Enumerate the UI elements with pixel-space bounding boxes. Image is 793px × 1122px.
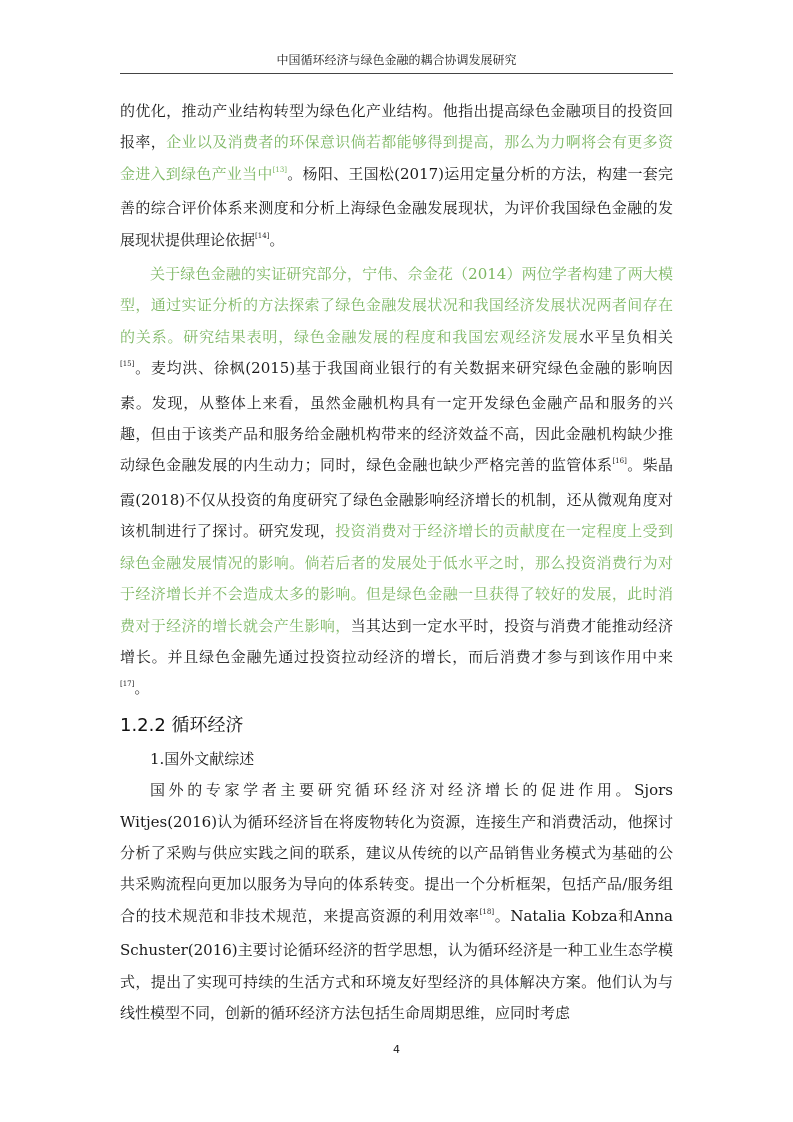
page-body (120, 96, 673, 1029)
p2-text-j: 。 (134, 679, 150, 698)
paragraph-2 (120, 259, 673, 708)
paragraph-1 (120, 96, 673, 259)
citation-18: [18] (479, 907, 495, 916)
p3-text-a: 国外的专家学者主要研究循环经济对经济增长的促进作用。Sjors Witjes(2016)认为循环经济旨在将废物转化为资源，连接生产和消费活动，他探讨分析了采购与供应实践之间的联系，建议从传统的以产品销售业务模式为基础的公共采购流程向更加以服务为导向的体系转变。提出一个分析框架，包括产品/服务组合的技术规范和非技术规范，来提高资源的利用效率 (120, 781, 673, 925)
page-number: 4 (393, 1043, 400, 1056)
citation-17: [17] (120, 680, 135, 689)
header-rule (120, 73, 673, 74)
running-header: 中国循环经济与绿色金融的耦合协调发展研究 (276, 53, 517, 67)
p1-text-a: 的优化，推动产业结构转型为绿色化产业结构。他指出提高绿色金融项目的投资回报率， (120, 102, 673, 152)
p2-text-h: 当其达到一定水平时，投资与消费才能推动经济增长。并且绿色金融先通过投资拉动经济的增长，而后消费才参与到该作用中来 (120, 616, 673, 666)
citation-14: [14] (255, 231, 270, 240)
p1-highlight: 企业以及消费者的环保意识倘若都能够得到提高，那么为力啊将会有更多资金进入到绿色产业当中 (120, 133, 673, 183)
p2-highlight-2: 投资消费对于经济增长的贡献度在一定程度上受到绿色金融发展情况的影响。倘若后者的发展处于低水平之时，那么投资消费行为对于经济增长并不会造成太多的影响。但是绿色金融一旦获得了较好的发展，此时消费对于经济的增长就会产生影响， (120, 522, 673, 635)
p2-text-f: 。柴晶霞(2018)不仅从投资的角度研究了绿色金融影响经济增长的机制，还从微观角度对该机制进行了探讨。研究发现， (120, 456, 673, 541)
p2-text-b: 水平呈负相关 (578, 327, 673, 346)
p1-text-d: 。杨阳、王国松(2017)运用定量分析的方法，构建一套完善的综合评价体系来测度和分析上海绿色金融发展现状，为评价我国绿色金融的发展现状提供理论依据 (120, 164, 673, 249)
paragraph-3 (120, 775, 673, 1029)
p1-text-f: 。 (269, 230, 285, 249)
subsection-heading: 1.国外文献综述 (150, 749, 255, 768)
p3-text-c: 。Natalia Kobza和Anna Schuster(2016)主要讨论循环经济的哲学思想，认为循环经济是一种工业生态学模式，提出了实现可持续的生活方式和环境友好型经济的具体解决方案。他们认为与线性模型不同，创新的循环经济方法包括生命周期思维，应同时考虑 (120, 906, 673, 1022)
citation-15: [15] (120, 360, 135, 369)
citation-13: [13] (272, 165, 288, 174)
p2-highlight-1: 关于绿色金融的实证研究部分，宁伟、佘金花（2014）两位学者构建了两大模型，通过实证分析的方法探索了绿色金融发展状况和我国经济发展状况两者间存在的关系。研究结果表明，绿色金融发展的程度和我国宏观经济发展 (120, 265, 673, 346)
citation-16: [16] (612, 457, 627, 466)
p2-text-d: 。麦均洪、徐枫(2015)基于我国商业银行的有关数据来研究绿色金融的影响因素。发现，从整体上来看，虽然金融机构具有一定开发绿色金融产品和服务的兴趣，但由于该类产品和服务给金融机构带来的经济效益不高，因此金融机构缺少推动绿色金融发展的内生动力；同时，绿色金融也缺少严格完善的监管体系 (120, 359, 673, 475)
section-heading: 1.2.2 循环经济 (120, 714, 244, 736)
